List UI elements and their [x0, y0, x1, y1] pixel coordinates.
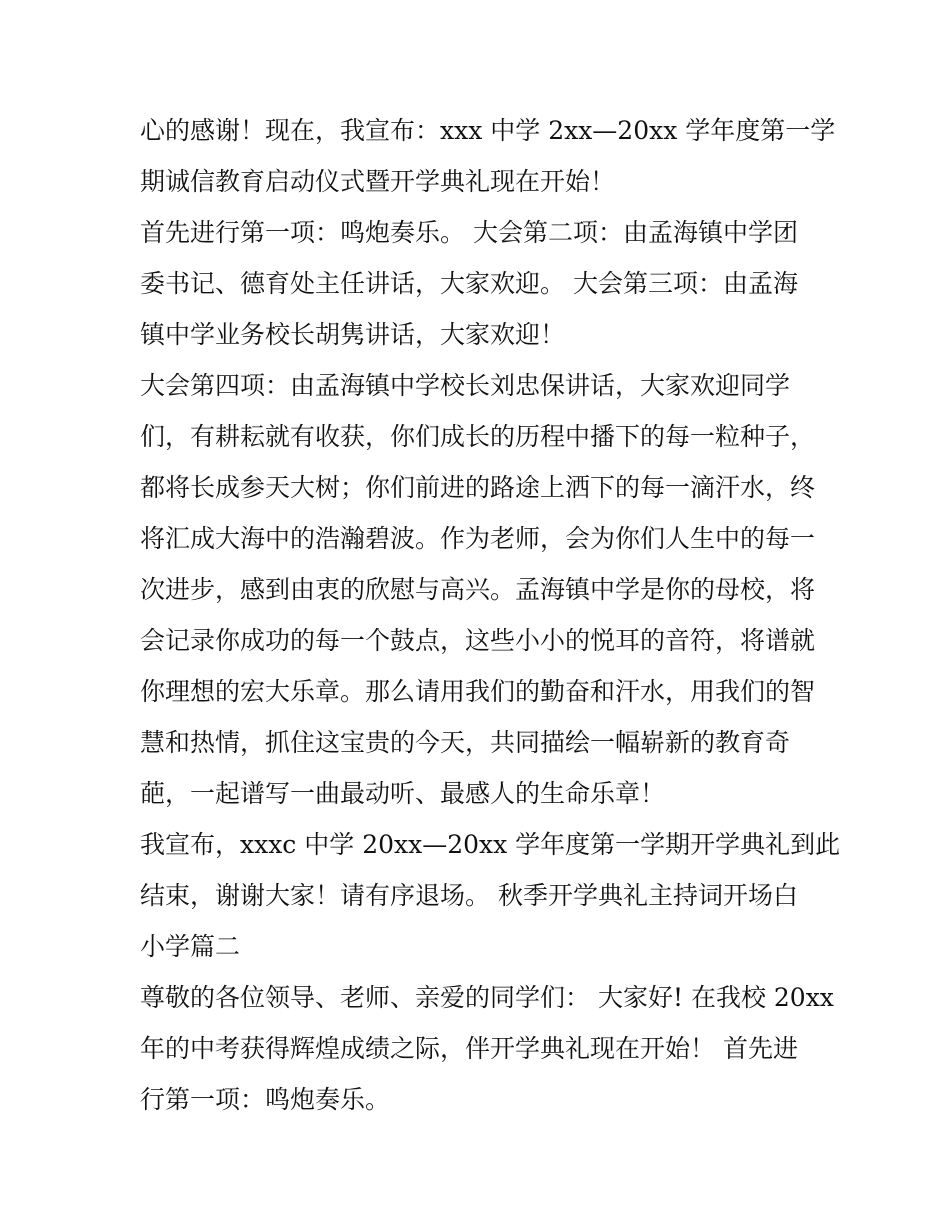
text-line: 尊敬的各位领导、老师、亲爱的同学们： 大家好! 在我校 20xx [140, 983, 834, 1012]
text-line: 年的中考获得辉煌成绩之际，伴开学典礼现在开始！ 首先进 [140, 1034, 798, 1063]
text-line: 小学篇二 [140, 932, 241, 961]
text-line: 会记录你成功的每一个鼓点，这些小小的悦耳的音符，将谱就 [140, 626, 816, 655]
text-line: 期诚信教育启动仪式暨开学典礼现在开始！ [140, 167, 616, 196]
text-line: 心的感谢！现在，我宣布：xxx 中学 2xx—20xx 学年度第一学 [140, 116, 836, 145]
text-line: 行第一项：鸣炮奏乐。 [140, 1085, 391, 1114]
text-line: 结束，谢谢大家！请有序退场。 秋季开学典礼主持词开场白 [140, 881, 798, 910]
text-line: 你理想的宏大乐章。那么请用我们的勤奋和汗水，用我们的智 [140, 677, 816, 706]
text-line: 葩，一起谱写一曲最动听、最感人的生命乐章！ [140, 779, 666, 808]
text-line: 们，有耕耘就有收获，你们成长的历程中播下的每一粒种子， [140, 422, 816, 451]
text-line: 我宣布，xxxc 中学 20xx—20xx 学年度第一学期开学典礼到此 [140, 830, 841, 859]
text-line: 大会第四项：由孟海镇中学校长刘忠保讲话，大家欢迎同学 [140, 371, 791, 400]
text-line: 委书记、德育处主任讲话，大家欢迎。 大会第三项：由孟海 [140, 269, 798, 298]
text-line: 都将长成参天大树；你们前进的路途上洒下的每一滴汗水，终 [140, 473, 816, 502]
text-line: 镇中学业务校长胡隽讲话，大家欢迎！ [140, 320, 566, 349]
text-line: 次进步，感到由衷的欣慰与高兴。孟海镇中学是你的母校，将 [140, 575, 816, 604]
text-line: 将汇成大海中的浩瀚碧波。作为老师，会为你们人生中的每一 [140, 524, 816, 553]
document-body [140, 105, 841, 1125]
text-line: 首先进行第一项：鸣炮奏乐。 大会第二项：由孟海镇中学团 [140, 218, 798, 247]
text-line: 慧和热情，抓住这宝贵的今天，共同描绘一幅崭新的教育奇 [140, 728, 791, 757]
